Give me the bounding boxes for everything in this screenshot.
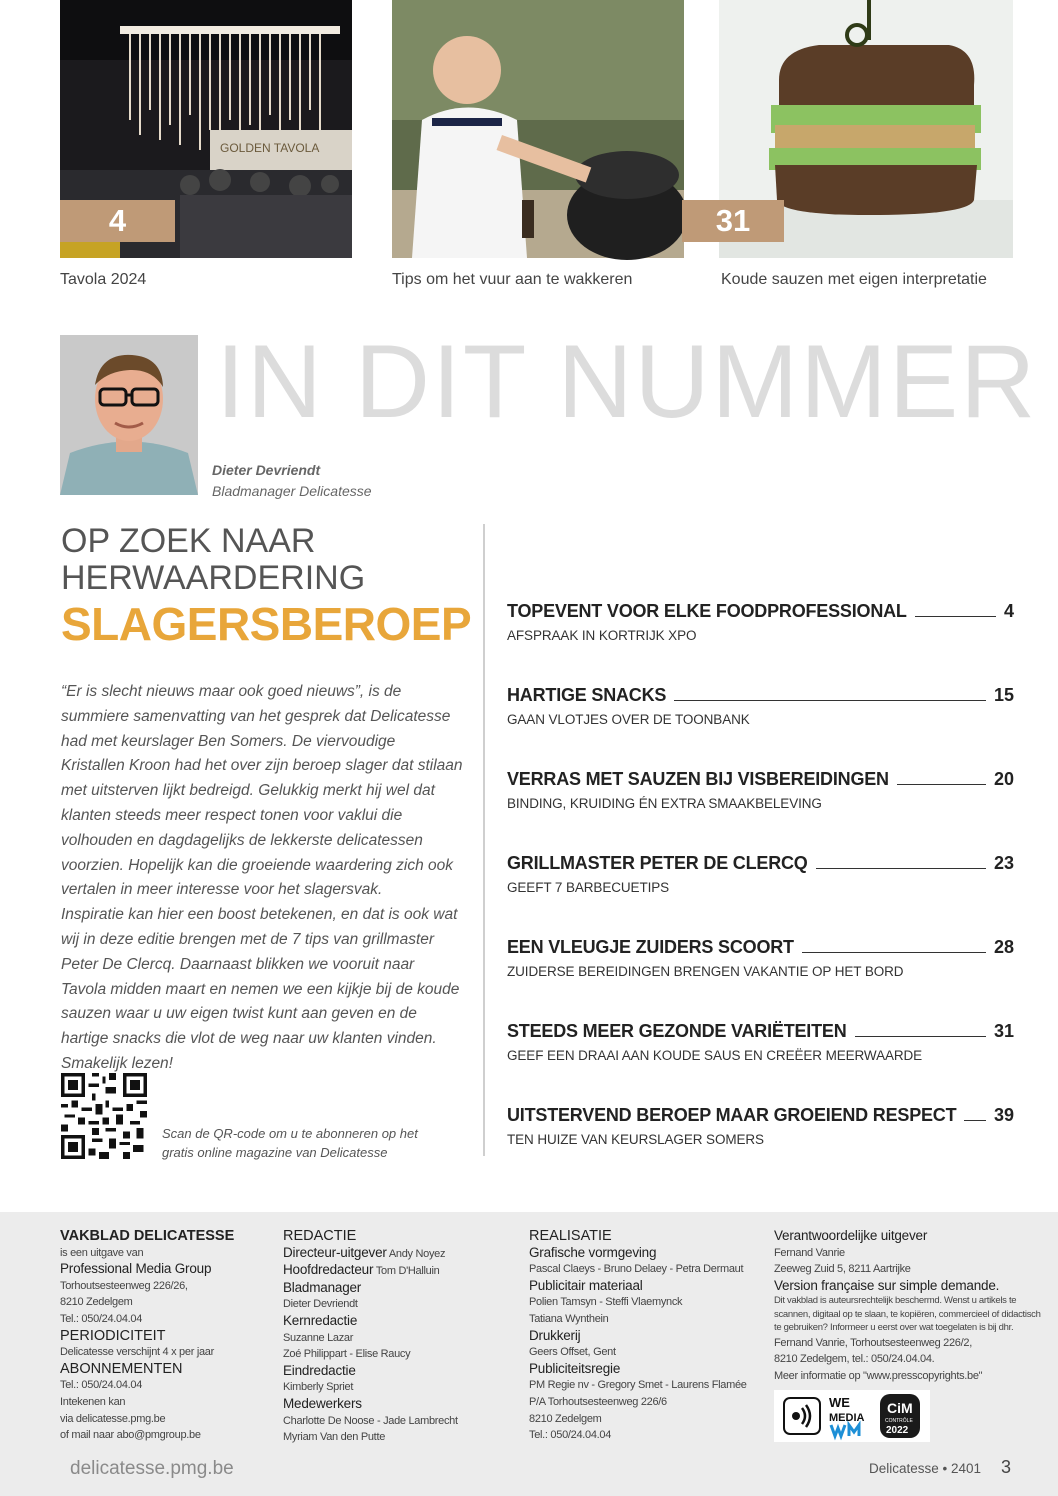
colophon xyxy=(0,1212,1058,1496)
colophon-heading: PERIODICITEIT xyxy=(60,1327,166,1344)
colophon-label: Eindredactie xyxy=(283,1362,356,1378)
toc-subtitle: GAAN VLOTJES OVER DE TOONBANK xyxy=(507,712,750,727)
toc-title: STEEDS MEER GEZONDE VARIËTEITEN xyxy=(507,1021,847,1041)
colophon-text: is een uitgave van xyxy=(60,1246,144,1259)
toc-page: 28 xyxy=(993,937,1014,957)
colophon-text: Fernand Vanrie, Torhoutsesteenweg 226/2, xyxy=(774,1336,972,1349)
toc-subtitle: TEN HUIZE VAN KEURSLAGER SOMERS xyxy=(507,1132,764,1147)
colophon-label: Kernredactie xyxy=(283,1312,358,1328)
colophon-label: Publicitair materiaal xyxy=(529,1277,643,1293)
colophon-text: scannen, digitaal op te slaan, te kopiëren, commercieel of didactisch xyxy=(774,1308,1041,1320)
toc-entry[interactable] xyxy=(507,1016,1014,1063)
toc-entry[interactable] xyxy=(507,764,1014,811)
cim-logo xyxy=(879,1393,921,1439)
colophon-text: Tel.: 050/24.04.04 xyxy=(60,1379,143,1392)
tavola-photo[interactable] xyxy=(60,0,352,258)
toc-page: 31 xyxy=(993,1021,1014,1041)
page-number: 3 xyxy=(1001,1457,1012,1477)
colophon-text: Geers Offset, Gent xyxy=(529,1346,616,1359)
editor-portrait xyxy=(60,335,198,495)
toc-subtitle: GEEFT 7 BARBECUETIPS xyxy=(507,880,670,895)
toc-entry[interactable] xyxy=(507,932,1014,979)
colophon-text: Myriam Van den Putte xyxy=(283,1431,386,1444)
audio-signal-icon xyxy=(783,1397,821,1435)
toc-subtitle: GEEF EEN DRAAI AAN KOUDE SAUS EN CREËER MEERWAARDE xyxy=(507,1048,923,1063)
colophon-text: Torhoutsesteenweg 226/26, xyxy=(60,1279,188,1292)
colophon-label: Directeur-uitgever xyxy=(283,1244,387,1260)
editor-role: Bladmanager Delicatesse xyxy=(212,483,372,499)
colophon-text: Dit vakblad is auteursrechtelijk beschermd. Wenst u artikels te xyxy=(774,1295,1017,1307)
editor-name: Dieter Devriendt xyxy=(212,462,321,478)
editorial-headline-accent: SLAGERSBEROEP xyxy=(61,598,472,650)
colophon-label: Publiciteitsregie xyxy=(529,1360,621,1376)
feature-caption: Tavola 2024 xyxy=(60,271,147,288)
editorial-headline: OP ZOEK NAAR xyxy=(61,522,316,560)
colophon-text: Delicatesse verschijnt 4 x per jaar xyxy=(60,1346,214,1359)
footer-publication: Delicatesse • 2401 xyxy=(869,1461,982,1476)
svg-text:WE: WE xyxy=(829,1395,850,1410)
colophon-text: 8210 Zedelgem xyxy=(60,1296,133,1309)
toc-entry[interactable] xyxy=(507,848,1014,895)
column-divider xyxy=(483,524,485,1156)
colophon-heading: REALISATIE xyxy=(529,1228,612,1244)
colophon-text: Zoé Philippart - Elise Raucy xyxy=(283,1348,411,1361)
colophon-text: PM Regie nv - Gregory Smet - Laurens Flamée xyxy=(529,1379,747,1392)
toc-leader xyxy=(802,952,986,953)
toc-title: VERRAS MET SAUZEN BIJ VISBEREIDINGEN xyxy=(507,769,889,789)
colophon-text: Fernand Vanrie xyxy=(774,1246,845,1259)
colophon-text: Intekenen kan xyxy=(60,1395,126,1408)
colophon-text: Tom D'Halluin xyxy=(375,1265,440,1278)
certification-logos xyxy=(774,1390,930,1442)
colophon-uitgever xyxy=(774,1228,1041,1385)
colophon-text: Tel.: 050/24.04.04 xyxy=(60,1312,143,1325)
toc-leader xyxy=(964,1120,986,1121)
colophon-label: Grafische vormgeving xyxy=(529,1244,657,1260)
toc-page: 39 xyxy=(993,1105,1014,1125)
colophon-text: Dieter Devriendt xyxy=(283,1298,358,1311)
toc-page: 23 xyxy=(993,853,1014,873)
toc-leader xyxy=(915,616,996,617)
toc-subtitle: BINDING, KRUIDING ÉN EXTRA SMAAKBELEVING xyxy=(507,796,822,811)
svg-text:MEDIA: MEDIA xyxy=(829,1412,865,1424)
colophon-text: Polien Tamsyn - Steffi Vlaemynck xyxy=(529,1296,683,1309)
feature-caption: Tips om het vuur aan te wakkeren xyxy=(392,271,633,288)
svg-text:CONTRÔLE: CONTRÔLE xyxy=(885,1418,913,1424)
colophon-heading: Verantwoordelijke uitgever xyxy=(774,1228,928,1243)
colophon-label: Professional Media Group xyxy=(60,1261,212,1277)
colophon-heading: REDACTIE xyxy=(283,1228,357,1244)
colophon-label: Medewerkers xyxy=(283,1395,362,1411)
colophon-link[interactable]: Meer informatie op "www.presscopyrights.be" xyxy=(774,1370,983,1383)
colophon-email[interactable]: of mail naar abo@pmgroup.be xyxy=(60,1429,201,1442)
svg-text:CiM: CiM xyxy=(887,1400,913,1416)
colophon-label: Hoofdredacteur xyxy=(283,1262,374,1278)
colophon-text: Charlotte De Noose - Jade Lambrecht xyxy=(283,1414,458,1427)
colophon-text: te gebruiken? Informeer u eerst over wat toegelaten is bij dhr. xyxy=(774,1322,1014,1334)
toc-leader xyxy=(674,700,986,701)
colophon-link[interactable]: via delicatesse.pmg.be xyxy=(60,1412,166,1425)
svg-text:GOLDEN TAVOLA: GOLDEN TAVOLA xyxy=(220,141,320,155)
toc-subtitle: ZUIDERSE BEREIDINGEN BRENGEN VAKANTIE OP HET BORD xyxy=(507,964,904,979)
toc-title: EEN VLEUGJE ZUIDERS SCOORT xyxy=(507,937,794,957)
colophon-label: Drukkerij xyxy=(529,1327,581,1343)
toc-entry[interactable] xyxy=(507,680,1014,727)
page-number-tag: 4 xyxy=(60,200,175,242)
colophon-text: 8210 Zedelgem, tel.: 050/24.04.04. xyxy=(774,1353,935,1366)
feature-caption: Koude sauzen met eigen interpretatie xyxy=(721,271,987,288)
toc-title: TOPEVENT VOOR ELKE FOODPROFESSIONAL xyxy=(507,601,907,621)
footer-url[interactable]: delicatesse.pmg.be xyxy=(70,1458,234,1479)
toc-page: 4 xyxy=(1003,601,1014,621)
qr-code[interactable] xyxy=(61,1073,147,1159)
colophon-text: Kimberly Spriet xyxy=(283,1381,354,1394)
colophon-heading: ABONNEMENTEN xyxy=(60,1360,183,1377)
toc-leader xyxy=(897,784,986,785)
toc-title: GRILLMASTER PETER DE CLERCQ xyxy=(507,853,808,873)
colophon-label: Version française sur simple demande. xyxy=(774,1277,1000,1293)
colophon-redactie xyxy=(283,1228,503,1446)
colophon-text: Andy Noyez xyxy=(388,1247,446,1260)
toc-title: UITSTERVEND BEROEP MAAR GROEIEND RESPECT xyxy=(507,1105,957,1125)
colophon-text: Tatiana Wynthein xyxy=(529,1312,609,1325)
colophon-vakblad xyxy=(60,1228,270,1444)
toc-entry[interactable] xyxy=(507,596,1014,643)
toc-page: 20 xyxy=(993,769,1014,789)
toc-entry[interactable] xyxy=(507,1100,1014,1147)
we-media-logo xyxy=(827,1394,873,1438)
colophon-text: Tel.: 050/24.04.04 xyxy=(529,1429,612,1442)
editorial-paragraph: “Er is slecht nieuws maar ook goed nieuws”, is de summiere samenvatting van het gesprek dat Delicatesse had met keurslager Ben Somers. De viervoudige Kristallen Kroon had het over zijn beroep slager dat stilaan met uitsterven lijkt bedreigd. Gelukkig merkt hij wel dat klanten steeds meer respect tonen voor vaklui die volhouden en dagdagelijks de lekkerste delicatessen voorzien. Hopelijk kan die groeiende waardering zich ook vertalen in meer interesse voor het slagersvak. xyxy=(61,683,463,899)
svg-text:2022: 2022 xyxy=(886,1425,909,1436)
colophon-label: Bladmanager xyxy=(283,1279,362,1295)
toc-subtitle: AFSPRAAK IN KORTRIJK XPO xyxy=(507,628,697,643)
editorial-headline: HERWAARDERING xyxy=(61,559,366,597)
colophon-text: P/A Torhoutsesteenweg 226/6 xyxy=(529,1395,667,1408)
colophon-heading: VAKBLAD DELICATESSE xyxy=(60,1228,235,1244)
toc-leader xyxy=(855,1036,986,1037)
section-title: IN DIT NUMMER xyxy=(216,324,1038,440)
colophon-text: Pascal Claeys - Bruno Delaey - Petra Dermaut xyxy=(529,1263,744,1276)
editorial-text xyxy=(61,680,463,1077)
page-number-tag: 31 xyxy=(682,200,784,242)
colophon-realisatie xyxy=(529,1228,759,1444)
toc-page: 15 xyxy=(993,685,1014,705)
colophon-text: 8210 Zedelgem xyxy=(529,1412,602,1425)
editorial-paragraph: Inspiratie kan hier een boost betekenen, en dat is ook wat wij in deze editie brengen met de 7 tips van grillmaster Peter De Clercq. Daarnaast blikken we vooruit naar Tavola midden maart en nemen we een kijkje bij de koude sauzen waar u uw eigen twist kunt aan geven en de hartige snacks die vlot de weg naar uw klanten vinden. Smakelijk lezen! xyxy=(61,906,460,1072)
grill-photo[interactable] xyxy=(392,0,684,258)
toc-leader xyxy=(816,868,986,869)
qr-caption: Scan de QR-code om u te abonneren op het gratis online magazine van Delicatesse xyxy=(162,1126,418,1160)
toc-title: HARTIGE SNACKS xyxy=(507,685,667,705)
colophon-text: Suzanne Lazar xyxy=(283,1331,354,1344)
colophon-text: Zeeweg Zuid 5, 8211 Aartrijke xyxy=(774,1263,911,1276)
